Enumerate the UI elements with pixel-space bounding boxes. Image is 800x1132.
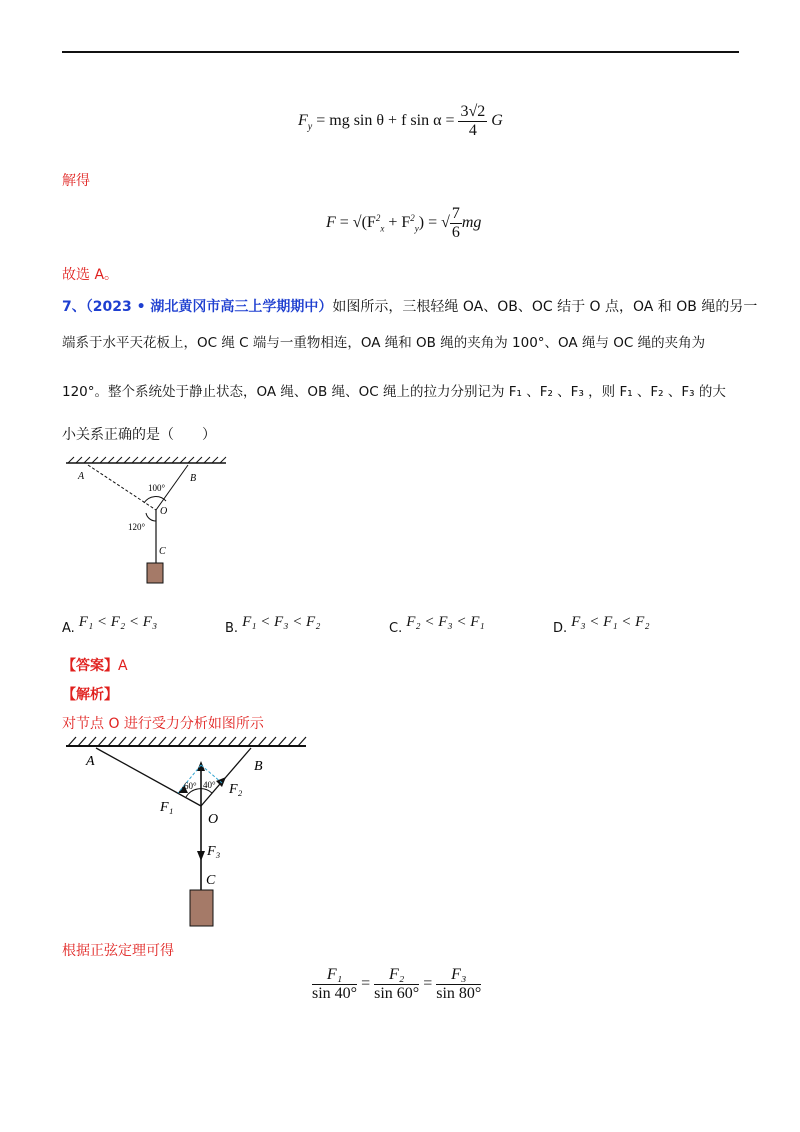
question-line-4: 小关系正确的是（ ）: [62, 427, 216, 443]
analysis-tag: 【解析】: [62, 687, 118, 703]
option-a[interactable]: A. F₁ < F₂ < F₃: [62, 614, 158, 636]
question-source: （2023 • 湖北黄冈市高三上学期期中）: [85, 299, 333, 315]
equation-f: $F = √(F^2_x + F^2_y)$ = √ $\frac{7}{6}$ mg: [326, 205, 482, 241]
analysis-text: 对节点 O 进行受力分析如图所示: [62, 716, 264, 732]
fig1-label-b: B: [190, 473, 197, 484]
question-line-2: 端系于水平天花板上，OC 绳 C 端与一重物相连，OA 绳和 OB 绳的夹角为 100°、OA 绳与 OC 绳的夹角为: [62, 335, 706, 351]
question-line-3: 120°。整个系统处于静止状态，OA 绳、OB 绳、OC 绳上的拉力分别记为 F₁ 、F₂ 、F₃ ，则 F₁ 、F₂ 、F₃ 的大: [62, 384, 726, 400]
header-rule: [62, 51, 739, 53]
question-line-1: 7、（2023 • 湖北黄冈市高三上学期期中）如图所示，三根轻绳 OA、OB、OC 结于 O 点，OA 和 OB 绳的另一: [62, 299, 758, 315]
question-number: 7、: [62, 299, 86, 315]
fig1-label-o: O: [160, 506, 168, 517]
analysis-figure: [60, 735, 320, 930]
fig2-label-o: O: [208, 812, 219, 827]
choose-answer-text: 故选 A。: [62, 267, 119, 283]
fig2-label-c: C: [206, 873, 216, 888]
answer-line: 【答案】A: [62, 658, 128, 674]
question-figure: [60, 455, 240, 590]
fig2-label-b: B: [254, 759, 263, 774]
fig2-angle-40: 40°: [203, 780, 216, 790]
fig2-label-f1: F₁: [160, 800, 174, 815]
fig1-angle-100: 100°: [148, 483, 166, 493]
fig2-label-f3: F₃: [207, 844, 221, 859]
sine-rule-label: 根据正弦定理可得: [62, 943, 174, 959]
fig1-label-c: C: [159, 546, 166, 557]
option-b[interactable]: B. F₁ < F₃ < F₂: [225, 614, 321, 636]
fig2-angle-60: 60°: [184, 781, 197, 791]
fig1-angle-120: 120°: [128, 522, 146, 532]
fig2-label-f2: F₂: [229, 782, 243, 797]
option-c[interactable]: C. F₂ < F₃ < F₁: [389, 614, 485, 636]
solve-label: 解得: [62, 173, 90, 189]
equation-fy: $F_y$ = mg sin θ + f sin α = $\frac{3√2}{4}$ G: [298, 103, 503, 139]
option-d[interactable]: D. F₃ < F₁ < F₂: [553, 614, 650, 636]
equation-sine-rule: $\frac{\text{F₁}}{\sin 40^\circ}$ = $\frac{\text{F₂}}{\sin 60^\circ}$ = $\frac{\text{F₃}}{\sin 80^\circ}$: [312, 966, 482, 1002]
fig2-label-a: A: [86, 754, 95, 769]
fig1-label-a: A: [78, 471, 85, 482]
